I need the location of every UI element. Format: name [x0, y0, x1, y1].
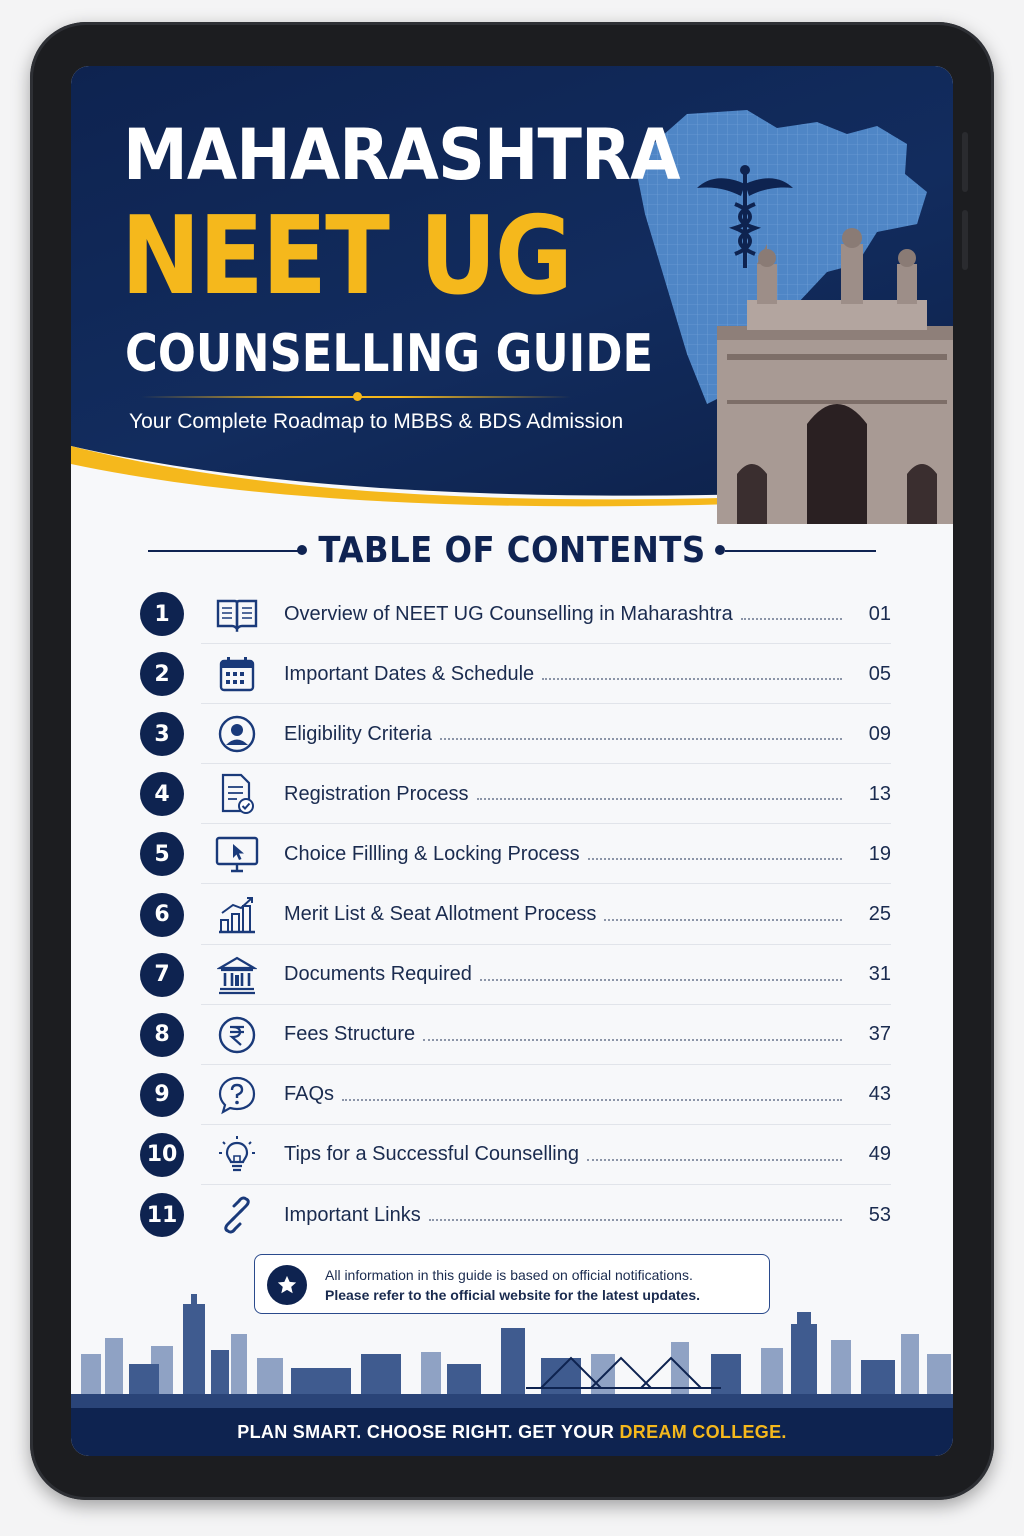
footer-tagline-highlight: DREAM COLLEGE.: [619, 1421, 787, 1442]
toc-number-badge: 2: [140, 652, 184, 696]
toc-label-wrap: [284, 945, 842, 1005]
note-line-2: Please refer to the official website for the latest updates.: [325, 1287, 700, 1303]
toc-label-wrap: [284, 1065, 842, 1125]
toc-dot-leader: [342, 1099, 842, 1101]
title-neet-ug: NEET UG: [121, 194, 572, 319]
toc-row[interactable]: [71, 1005, 953, 1065]
toc-label-wrap: [284, 824, 842, 884]
toc-dot-leader: [429, 1219, 842, 1221]
bank-building-icon: [213, 953, 261, 997]
toc-item-label: Tips for a Successful Counselling: [284, 1143, 579, 1166]
toc-number-badge: 4: [140, 772, 184, 816]
toc-page-number: 49: [868, 1143, 891, 1166]
footer-tagline: [237, 1422, 786, 1443]
question-bubble-icon: [213, 1073, 261, 1117]
open-book-icon: [213, 592, 261, 636]
title-divider-dot: [353, 392, 362, 401]
toc-row[interactable]: [71, 644, 953, 704]
toc-row[interactable]: [71, 945, 953, 1005]
document-check-icon: [213, 772, 261, 816]
toc-dot-leader: [440, 738, 842, 740]
toc-number-badge: 11: [140, 1193, 184, 1237]
title-counselling-guide: COUNSELLING GUIDE: [125, 324, 653, 384]
toc-item-label: Fees Structure: [284, 1023, 416, 1046]
toc-number-badge: 3: [140, 712, 184, 756]
user-profile-icon: [213, 712, 261, 756]
toc-dot-leader: [480, 979, 842, 981]
toc-dot-leader: [588, 858, 842, 860]
toc-row[interactable]: [71, 1065, 953, 1125]
toc-label-wrap: [284, 1185, 842, 1245]
toc-row[interactable]: [71, 704, 953, 764]
toc-item-label: Eligibility Criteria: [284, 722, 432, 745]
toc-heading: TABLE OF CONTENTS: [318, 530, 706, 571]
rupee-icon: [213, 1013, 261, 1057]
toc-number-badge: 6: [140, 893, 184, 937]
toc-page-number: 19: [868, 842, 891, 865]
toc-row[interactable]: [71, 824, 953, 884]
toc-heading-line-right: [725, 550, 876, 552]
toc-label-wrap: [284, 644, 842, 704]
toc-dot-leader: [477, 798, 842, 800]
toc-page-number: 01: [868, 602, 891, 625]
toc-dot-leader: [587, 1159, 842, 1161]
toc-item-label: Important Dates & Schedule: [284, 662, 535, 685]
toc-page-number: 43: [868, 1083, 891, 1106]
toc-dot-leader: [741, 618, 842, 620]
city-skyline-illustration: [71, 1294, 953, 1408]
toc-row[interactable]: [71, 1125, 953, 1185]
toc-page-number: 31: [868, 963, 891, 986]
footer-bar: [71, 1408, 953, 1456]
toc-dot-leader: [542, 678, 842, 680]
toc-page-number: 05: [868, 662, 891, 685]
toc-number-badge: 8: [140, 1013, 184, 1057]
link-icon: [213, 1193, 261, 1237]
toc-page-number: 53: [868, 1203, 891, 1226]
toc-label-wrap: [284, 1005, 842, 1065]
monitor-cursor-icon: [213, 832, 261, 876]
cover-subtitle: Your Complete Roadmap to MBBS & BDS Admission: [129, 410, 624, 433]
toc-label-wrap: [284, 764, 842, 824]
toc-page-number: 25: [868, 903, 891, 925]
toc-label-wrap: [284, 704, 842, 764]
toc-number-badge: 10: [140, 1133, 184, 1177]
toc-label-wrap: [284, 1125, 842, 1185]
tablet-volume-button: [962, 132, 968, 192]
toc-item-label: FAQs: [284, 1083, 335, 1106]
toc-row[interactable]: [71, 1185, 953, 1245]
footer-tagline-main: PLAN SMART. CHOOSE RIGHT. GET YOUR: [237, 1421, 620, 1442]
toc-item-label: Documents Required: [284, 963, 472, 986]
toc-number-badge: 9: [140, 1073, 184, 1117]
toc-dot-leader: [423, 1039, 842, 1041]
toc-label-wrap: [284, 885, 842, 945]
toc-number-badge: 7: [140, 953, 184, 997]
toc-item-label: Important Links: [284, 1203, 421, 1226]
title-maharashtra: MAHARASHTRA: [123, 114, 680, 196]
toc-page-number: 09: [868, 722, 891, 745]
toc-item-label: Overview of NEET UG Counselling in Maharashtra: [284, 602, 733, 625]
tablet-screen: [71, 66, 953, 1456]
toc-heading-dot-right: [715, 545, 725, 555]
toc-row[interactable]: [71, 764, 953, 824]
toc-item-label: Registration Process: [284, 782, 469, 805]
toc-label-wrap: [284, 584, 842, 644]
toc-row[interactable]: [71, 885, 953, 945]
toc-number-badge: 5: [140, 832, 184, 876]
toc-item-label: Choice Fillling & Locking Process: [284, 842, 580, 865]
note-line-1: All information in this guide is based on official notifications.: [325, 1267, 693, 1283]
tablet-volume-button-2: [962, 210, 968, 270]
toc-item-label: Merit List & Seat Allotment Process: [284, 903, 597, 925]
toc-page-number: 37: [868, 1023, 891, 1046]
bar-chart-icon: [213, 893, 261, 937]
lightbulb-icon: [213, 1133, 261, 1177]
toc-dot-leader: [604, 919, 842, 921]
calendar-icon: [213, 652, 261, 696]
toc-row[interactable]: [71, 584, 953, 644]
toc-page-number: 13: [868, 782, 891, 805]
toc-number-badge: 1: [140, 592, 184, 636]
